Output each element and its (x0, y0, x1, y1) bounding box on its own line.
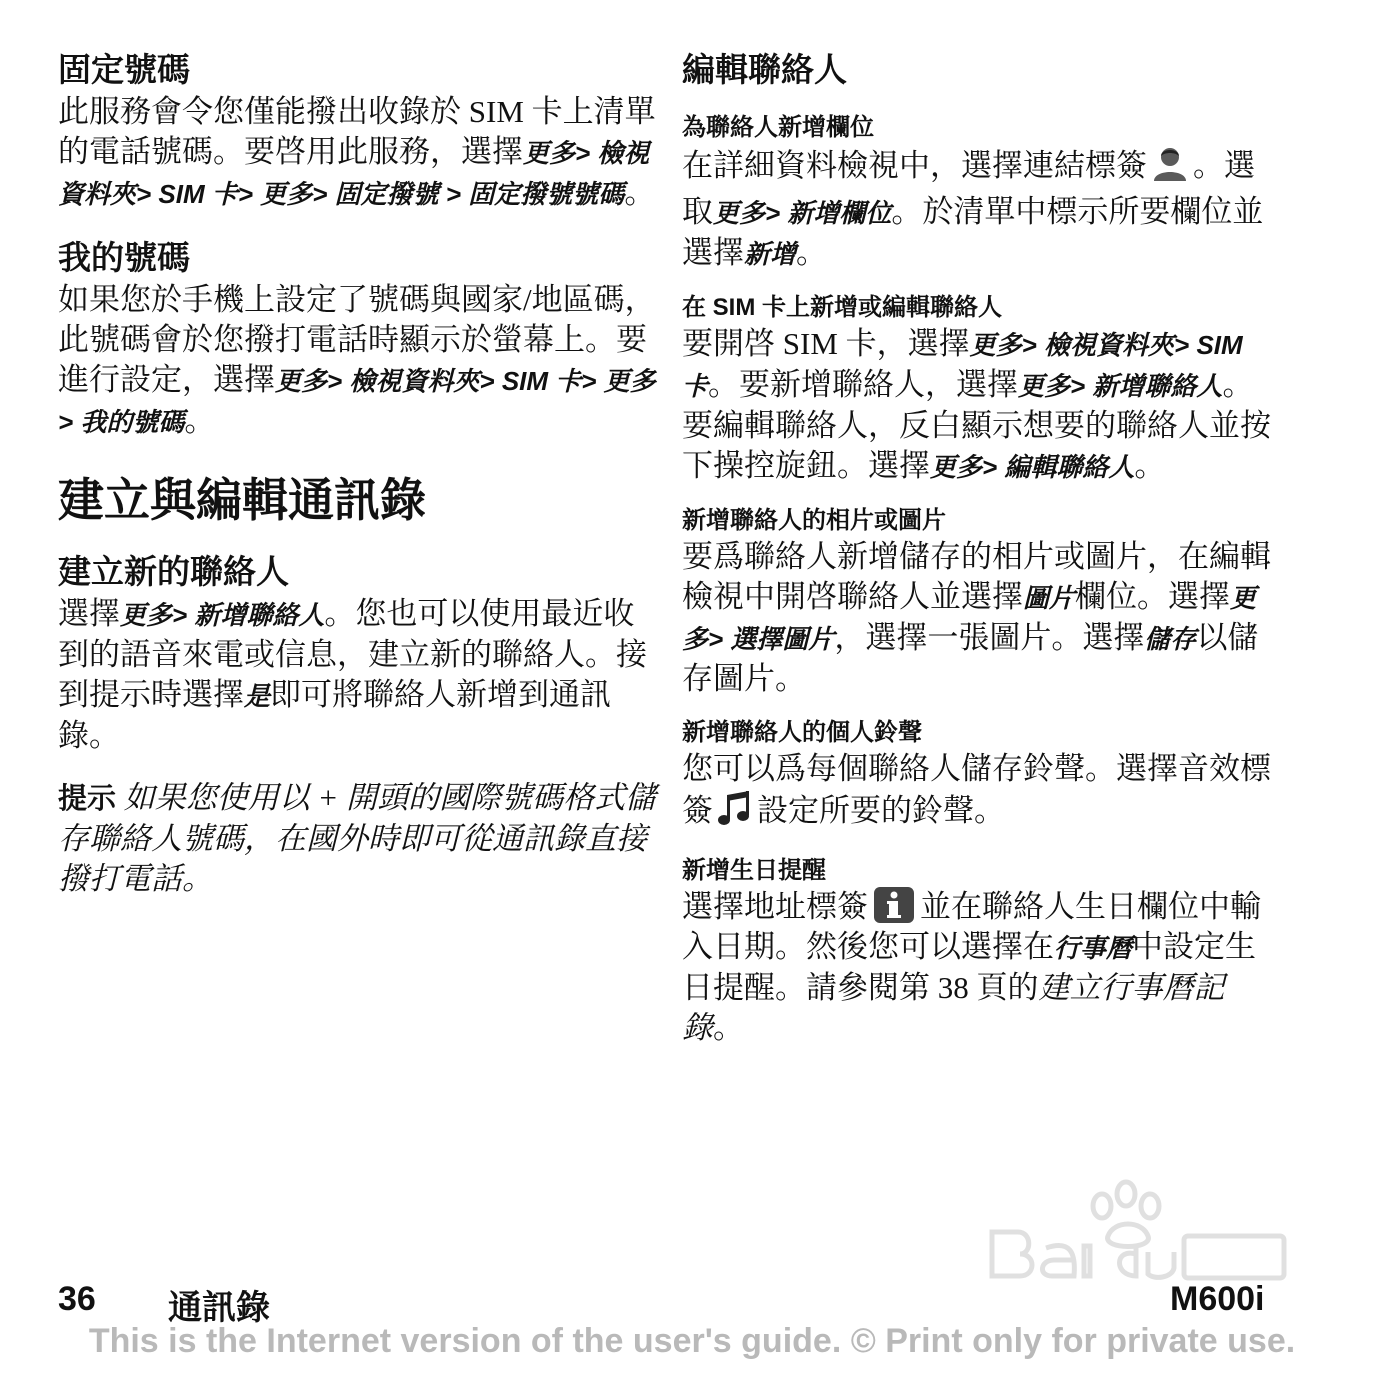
tip-paragraph (58, 778, 658, 899)
footer-section-title: 通訊錄 (168, 1289, 270, 1327)
menu-path: 更多> 檢視資料夾> SIM 卡 (682, 330, 1243, 401)
contact-person-icon (1151, 144, 1189, 192)
subtitle-add-field: 為聯絡人新增欄位 (682, 114, 874, 141)
text: 。 (796, 235, 828, 270)
menu-option: 是 (244, 681, 271, 711)
ringtone-paragraph (682, 749, 1272, 837)
section-title-my-numbers: 我的號碼 (58, 239, 190, 276)
subtitle-contact-picture: 新增聯絡人的相片或圖片 (682, 507, 946, 534)
text: 。您也可以使用最近收到的語音來電或信息，建立新的聯絡人。接到提示時選擇 (58, 596, 647, 712)
text: 並在聯絡人生日欄位中輸入日期。然後您可以選擇在 (682, 889, 1261, 964)
text: 。 (184, 403, 216, 438)
menu-path: 更多> 檢視資料夾> SIM 卡> 更多> 固定撥號 > 固定撥號號碼 (58, 138, 650, 209)
section-title-edit-contacts: 編輯聯絡人 (682, 51, 847, 88)
menu-option: 儲存 (1144, 624, 1197, 654)
my-numbers-paragraph (58, 280, 658, 442)
menu-option: 行事曆 (1054, 933, 1133, 963)
section-title-new-contact: 建立新的聯絡人 (58, 553, 289, 590)
left-column (58, 48, 658, 921)
menu-path: 更多> 檢視資料夾> SIM 卡> 更多> 我的號碼 (58, 366, 656, 437)
text: 在詳細資料檢視中，選擇連結標簽 (682, 148, 1147, 183)
music-note-icon (717, 789, 753, 837)
menu-path: 更多> 選擇圖片 (682, 583, 1257, 654)
section-title-fixed-dialing: 固定號碼 (58, 51, 190, 88)
text: 如果您於手機上設定了號碼與國家/地區碼，此號碼會於您撥打電話時顯示於螢幕上。要進行設定，選擇 (58, 282, 656, 397)
subtitle-birthday: 新增生日提醒 (682, 857, 826, 884)
text: 欄位。選擇 (1075, 579, 1231, 614)
text: 。要編輯聯絡人，反白顯示想要的聯絡人並按下操控旋鈕。選擇 (682, 367, 1271, 483)
fixed-dialing-paragraph (58, 92, 658, 214)
text: 設定所要的鈴聲。 (757, 793, 1005, 828)
text: 此服務會令您僅能撥出收錄於 SIM 卡上清單的電話號碼。要啓用此服務，選擇 (58, 94, 656, 169)
cross-reference: 建立行事曆記錄 (682, 970, 1225, 1045)
text: 中設定生日提醒。請參閱第 38 頁的 (682, 929, 1257, 1005)
page-number: 36 (58, 1280, 96, 1318)
chapter-title: 建立與編輯通訊錄 (58, 474, 426, 526)
text: 要爲聯絡人新增儲存的相片或圖片，在編輯檢視中開啓聯絡人並選擇 (682, 539, 1271, 614)
new-contact-paragraph (58, 594, 658, 756)
text: 。於清單中標示所要欄位並選擇 (682, 194, 1264, 270)
footer-model-name: M600i (1170, 1280, 1265, 1318)
text: 選擇 (58, 596, 120, 631)
text: 。 (713, 1010, 744, 1045)
menu-path: 更多> 新增聯絡人 (120, 600, 325, 630)
menu-path: 更多> 編輯聯絡人 (930, 452, 1135, 482)
text: 您可以爲每個聯絡人儲存鈴聲。選擇音效標簽 (682, 751, 1271, 828)
menu-option: 圖片 (1023, 583, 1076, 613)
menu-path: 更多> 新增欄位 (713, 198, 892, 228)
menu-path: 更多> 新增聯絡人 (1018, 371, 1223, 401)
text: 。選取 (682, 148, 1255, 229)
text: 。要新增聯絡人，選擇 (708, 367, 1019, 402)
text: 選擇地址標簽 (682, 889, 868, 924)
menu-option: 新增 (744, 239, 797, 269)
disclaimer-text: This is the Internet version of the user's guide. © Print only for private use. (88, 1322, 1296, 1360)
subtitle-sim-contacts: 在 SIM 卡上新增或編輯聯絡人 (682, 294, 1003, 321)
text: 。 (1134, 448, 1166, 483)
sim-contacts-paragraph (682, 324, 1272, 487)
add-field-paragraph (682, 144, 1272, 274)
subtitle-ringtone: 新增聯絡人的個人鈴聲 (682, 719, 922, 746)
text: 要開啓 SIM 卡，選擇 (682, 326, 970, 361)
info-icon (874, 887, 914, 923)
text: 。 (624, 175, 656, 210)
text: 以儲存圖片。 (682, 620, 1259, 696)
tip-label: 提示 (58, 783, 117, 815)
tip-text: 如果您使用以 + 開頭的國際號碼格式儲存聯絡人號碼，在國外時即可從通訊錄直接撥打電話。 (58, 780, 657, 896)
right-column (682, 48, 1272, 1066)
birthday-paragraph (682, 887, 1272, 1048)
contact-picture-paragraph (682, 537, 1272, 699)
text: ，選擇一張圖片。選擇 (834, 620, 1145, 655)
text: 即可將聯絡人新增到通訊錄。 (58, 677, 612, 753)
